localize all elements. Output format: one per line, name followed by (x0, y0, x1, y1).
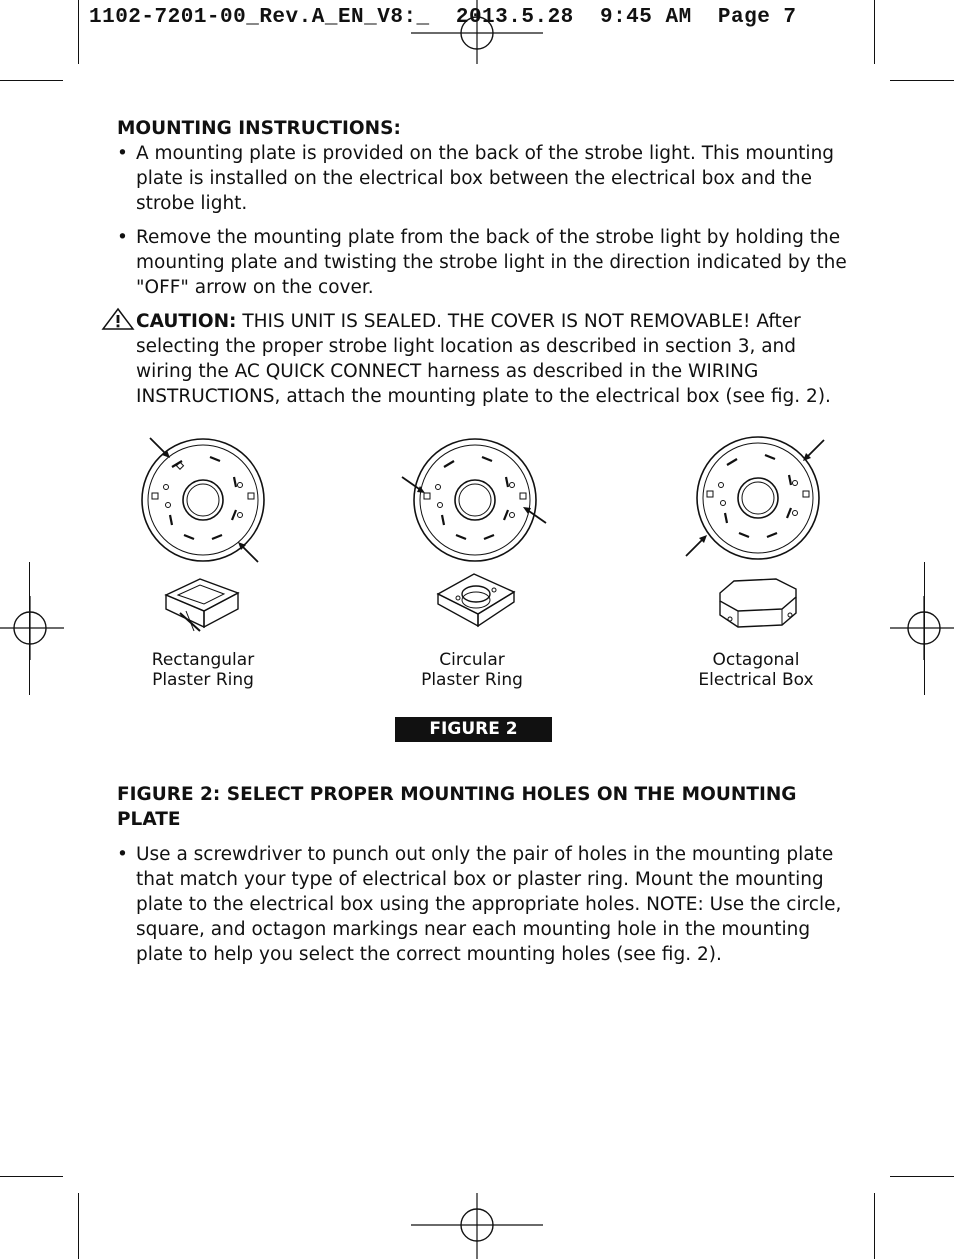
list-item (117, 141, 847, 216)
crop-mark (890, 80, 954, 81)
list-item-text: Remove the mounting plate from the back of the strobe light by holding the mounting plate and twisting the strobe light in the direction indicated by the "OFF" arrow on the cover. (136, 227, 847, 298)
figure-caption-circular (372, 650, 572, 690)
crop-mark (78, 0, 79, 64)
caution-text: THIS UNIT IS SEALED. THE COVER IS NOT REMOVABLE! After selecting the proper strobe light location as described in section 3, and wiring the AC QUICK CONNECT harness as described in the WIRING INSTRUCTIONS, attach the mounting plate to the electrical box (see fig. 2). (136, 311, 831, 407)
section-heading: FIGURE 2: SELECT PROPER MOUNTING HOLES ON THE MOUNTING PLATE (117, 784, 797, 830)
figure-caption-octagonal (656, 650, 856, 690)
caption-line: Circular (439, 650, 505, 670)
caption-line: Rectangular (151, 650, 255, 670)
figure-caption-rectangular (103, 650, 303, 690)
section-heading: MOUNTING INSTRUCTIONS: (117, 118, 401, 139)
list-item-text: Use a screwdriver to punch out only the pair of holes in the mounting plate that match your type of electrical box or plaster ring. Mount the mounting plate to the electrical box using the appropriate holes. NOTE: Use the circle, square, and octagon markings near each mounting hole in the mounting plate to help you select the correct mounting holes (see fig. 2). (136, 844, 842, 965)
crop-mark (78, 1193, 79, 1259)
figure-2-illustration (0, 425, 954, 715)
crop-mark (890, 1176, 954, 1177)
crop-mark (874, 1193, 875, 1259)
rectangular-plaster-ring-illustration (160, 575, 242, 637)
crop-mark (874, 0, 875, 64)
caption-line: Plaster Ring (421, 670, 523, 690)
crop-mark (0, 80, 63, 81)
caution-label: CAUTION: (136, 311, 237, 332)
figure-label: FIGURE 2 (395, 717, 552, 742)
bullet-marker: • (117, 143, 128, 164)
registration-mark-icon (411, 0, 543, 64)
mounting-plate-rectangular-illustration (140, 435, 270, 565)
warning-triangle-icon (101, 307, 135, 331)
caption-line: Electrical Box (698, 670, 814, 690)
crop-mark (0, 1176, 63, 1177)
bullet-marker: • (117, 844, 128, 865)
list-item-text: A mounting plate is provided on the back of the strobe light. This mounting plate is installed on the electrical box between the electrical box and the strobe light. (136, 143, 835, 214)
mounting-instructions-section (117, 116, 847, 409)
registration-mark-icon (411, 1193, 543, 1259)
mounting-plate-octagonal-illustration (680, 430, 830, 565)
caption-line: Octagonal (712, 650, 800, 670)
figure-2-instructions-section (117, 782, 857, 967)
list-item (117, 842, 857, 967)
circular-plaster-ring-illustration (436, 570, 516, 630)
bullet-marker: • (117, 227, 128, 248)
list-item (117, 225, 847, 300)
printer-slug: 1102-7201-00_Rev.A_EN_V8:_ 2013.5.28 9:45 AM Page 7 (89, 6, 797, 29)
octagonal-electrical-box-illustration (716, 575, 800, 633)
caption-line: Plaster Ring (152, 670, 254, 690)
mounting-plate-circular-illustration (400, 435, 550, 565)
caution-notice (117, 309, 847, 409)
